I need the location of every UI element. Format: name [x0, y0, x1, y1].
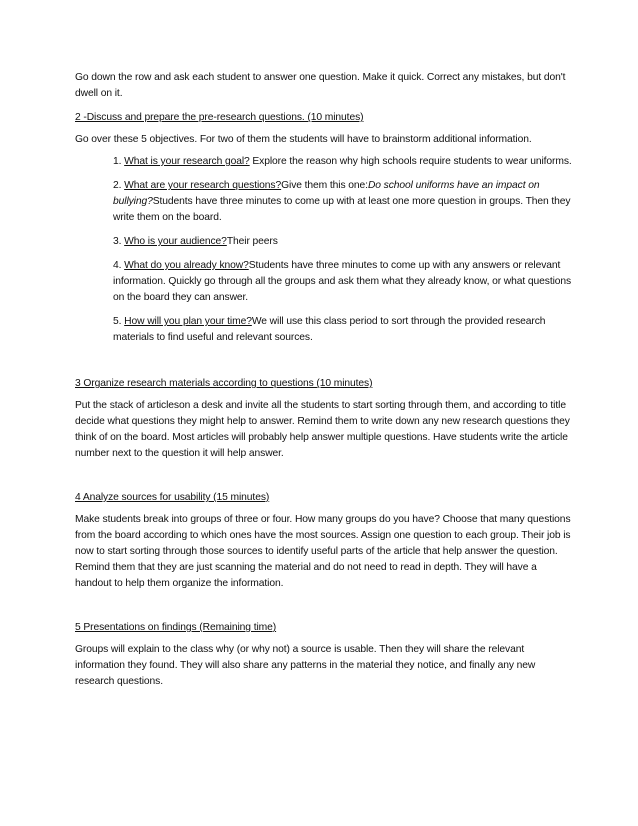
objective-example-question: Do school uniforms have an impact on bullying?: [113, 180, 540, 207]
objective-item-2: [113, 178, 575, 226]
objective-item-4: [113, 258, 575, 306]
objective-item-3: [113, 234, 575, 250]
objective-question: Who is your audience?: [124, 236, 227, 247]
objective-question: What do you already know?: [124, 260, 249, 271]
objective-number: 3.: [113, 236, 125, 247]
spacer: [75, 354, 575, 376]
document-body: [75, 70, 575, 696]
objective-question: What are your research questions?: [124, 180, 282, 191]
objective-item-1: [113, 154, 575, 170]
spacer: [75, 598, 575, 620]
objective-text: Students have three minutes to come up with any answers or relevant information. Quickly go through all the groups and ask them what they already know, or what questions on the board they can answer.: [113, 260, 572, 303]
objective-text: Students have three minutes to come up with at least one more question in groups. Then they write them on the board.: [113, 196, 571, 223]
intro-paragraph: Go down the row and ask each student to answer one question. Make it quick. Correct any mistakes, but don't dwell on it.: [75, 72, 566, 99]
objective-item-5: [113, 314, 575, 346]
objective-question: What is your research goal?: [124, 156, 250, 167]
objective-number: 2.: [113, 180, 125, 191]
objective-text: We will use this class period to sort through the provided research materials to find useful and relevant sources.: [113, 316, 546, 343]
section-3-heading: 3 Organize research materials according to questions (10 minutes): [75, 378, 373, 389]
section-4-heading: 4 Analyze sources for usability (15 minutes): [75, 492, 270, 503]
section-5-heading: 5 Presentations on findings (Remaining time): [75, 622, 277, 633]
objective-number: 5.: [113, 316, 125, 327]
section-5-text: Groups will explain to the class why (or why not) a source is usable. Then they will share the relevant information they found. They will also share any patterns in the material they notice, and finally any new research questions.: [75, 644, 536, 687]
section-2-text: Go over these 5 objectives. For two of them the students will have to brainstorm additional information.: [75, 134, 532, 145]
objectives-list: [113, 154, 575, 346]
spacer: [75, 468, 575, 490]
section-3-text: Put the stack of articleson a desk and invite all the students to start sorting through them, and according to title decide what questions they might help to answer. Remind them to write down any new research questions they think of on the board. Most articles will probably help answer multiple questions. Have students write the article number next to the question it will help answer.: [75, 400, 570, 459]
objective-text: Their peers: [226, 236, 278, 247]
section-2-heading: 2 -Discuss and prepare the pre-research questions. (10 minutes): [75, 112, 364, 123]
objective-number: 1.: [113, 156, 125, 167]
objective-text: Explore the reason why high schools require students to wear uniforms.: [249, 156, 572, 167]
objective-question: How will you plan your time?: [124, 316, 252, 327]
objective-pre-text: Give them this one:: [281, 180, 368, 191]
section-4-text: Make students break into groups of three or four. How many groups do you have? Choose that many questions from the board according to which ones have the most sources. Assign one question to each group. Their job is now to start sorting through those sources to identify useful parts of the article that help answer the question. Remind them that they are just scanning the material and do not need to read in depth. They will have a handout to help them organize the information.: [75, 514, 571, 589]
objective-number: 4.: [113, 260, 125, 271]
